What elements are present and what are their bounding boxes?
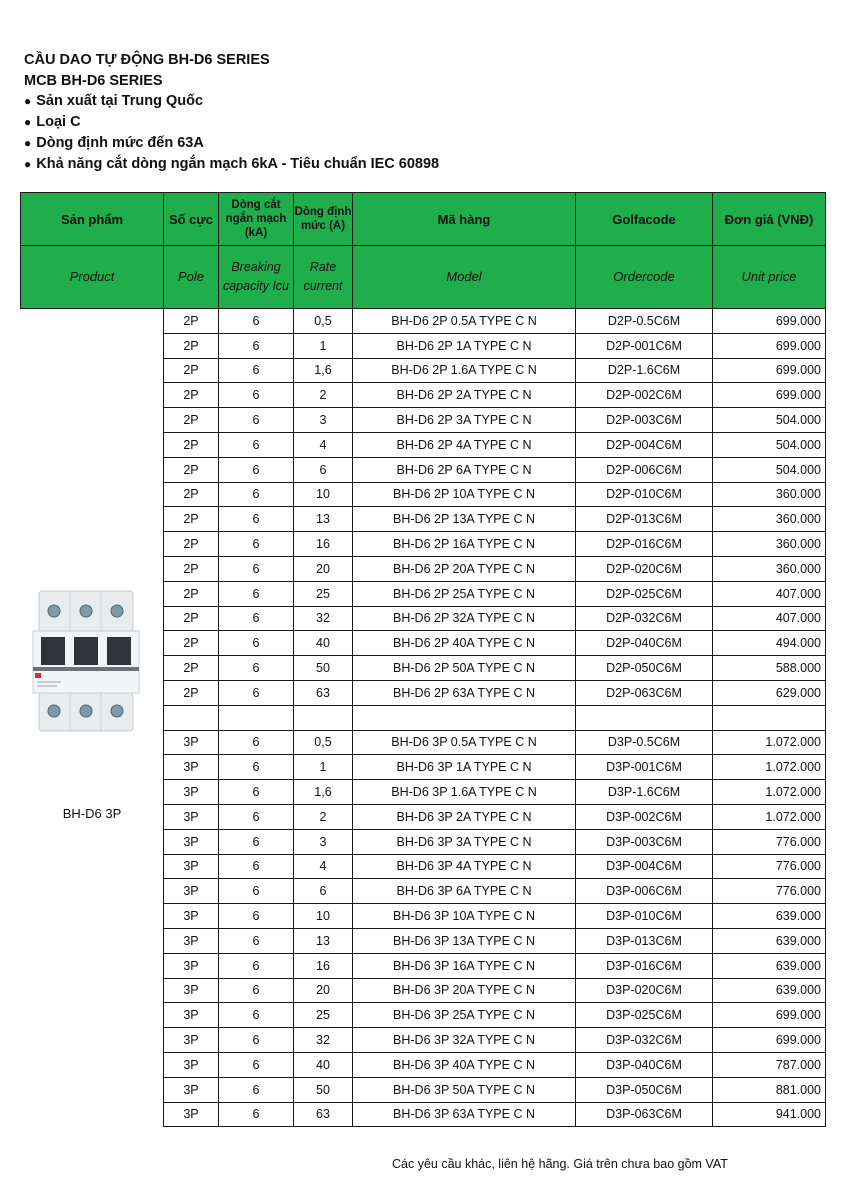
cell-model: BH-D6 2P 32A TYPE C N xyxy=(353,606,576,631)
cell-icu: 6 xyxy=(219,1028,294,1053)
cell-icu: 6 xyxy=(219,879,294,904)
cell-pole: 2P xyxy=(164,556,219,581)
cell-pole: 3P xyxy=(164,1003,219,1028)
cell-price: 360.000 xyxy=(713,482,826,507)
cell-pole: 3P xyxy=(164,879,219,904)
cell-ordercode: D3P-040C6M xyxy=(576,1052,713,1077)
cell-rated: 63 xyxy=(294,1102,353,1127)
bullet-origin: ● Sản xuất tại Trung Quốc xyxy=(24,91,439,112)
cell-ordercode: D3P-001C6M xyxy=(576,755,713,780)
cell-pole: 2P xyxy=(164,358,219,383)
cell-model: BH-D6 2P 50A TYPE C N xyxy=(353,656,576,681)
cell-rated: 4 xyxy=(294,854,353,879)
cell-rated: 50 xyxy=(294,656,353,681)
cell-icu: 6 xyxy=(219,804,294,829)
cell-rated: 20 xyxy=(294,978,353,1003)
cell-ordercode: D2P-004C6M xyxy=(576,432,713,457)
cell-pole xyxy=(164,705,219,730)
cell-model: BH-D6 2P 63A TYPE C N xyxy=(353,680,576,705)
cell-price xyxy=(713,705,826,730)
header-row-vi xyxy=(21,193,826,246)
cell-model: BH-D6 2P 40A TYPE C N xyxy=(353,631,576,656)
cell-ordercode: D2P-002C6M xyxy=(576,383,713,408)
header-rated-vi: Dòng định mức (A) xyxy=(294,193,353,246)
cell-model: BH-D6 2P 1.6A TYPE C N xyxy=(353,358,576,383)
cell-icu: 6 xyxy=(219,383,294,408)
cell-icu: 6 xyxy=(219,829,294,854)
cell-model xyxy=(353,705,576,730)
cell-pole: 2P xyxy=(164,408,219,433)
cell-icu xyxy=(219,705,294,730)
cell-price: 699.000 xyxy=(713,1028,826,1053)
product-cell xyxy=(21,309,164,1127)
cell-icu: 6 xyxy=(219,457,294,482)
cell-model: BH-D6 2P 2A TYPE C N xyxy=(353,383,576,408)
table-row xyxy=(21,309,826,334)
cell-price: 699.000 xyxy=(713,383,826,408)
cell-rated: 3 xyxy=(294,829,353,854)
cell-rated: 1,6 xyxy=(294,780,353,805)
intro-block xyxy=(24,50,439,174)
header-ordercode-vi: Golfacode xyxy=(576,193,713,246)
cell-rated: 13 xyxy=(294,928,353,953)
header-model-en: Model xyxy=(353,246,576,309)
cell-ordercode: D3P-013C6M xyxy=(576,928,713,953)
cell-price: 1.072.000 xyxy=(713,755,826,780)
cell-icu: 6 xyxy=(219,978,294,1003)
cell-model: BH-D6 3P 25A TYPE C N xyxy=(353,1003,576,1028)
cell-model: BH-D6 2P 13A TYPE C N xyxy=(353,507,576,532)
cell-ordercode xyxy=(576,705,713,730)
cell-price: 776.000 xyxy=(713,879,826,904)
cell-price: 699.000 xyxy=(713,309,826,334)
cell-icu: 6 xyxy=(219,606,294,631)
cell-model: BH-D6 2P 4A TYPE C N xyxy=(353,432,576,457)
cell-model: BH-D6 3P 4A TYPE C N xyxy=(353,854,576,879)
cell-rated: 10 xyxy=(294,482,353,507)
cell-price: 494.000 xyxy=(713,631,826,656)
page-subtitle: MCB BH-D6 SERIES xyxy=(24,72,163,89)
cell-pole: 3P xyxy=(164,730,219,755)
cell-ordercode: D3P-0.5C6M xyxy=(576,730,713,755)
cell-price: 360.000 xyxy=(713,532,826,557)
cell-pole: 3P xyxy=(164,1052,219,1077)
cell-pole: 2P xyxy=(164,606,219,631)
cell-price: 407.000 xyxy=(713,581,826,606)
cell-pole: 3P xyxy=(164,904,219,929)
cell-pole: 3P xyxy=(164,1028,219,1053)
cell-pole: 2P xyxy=(164,309,219,334)
cell-icu: 6 xyxy=(219,532,294,557)
cell-price: 639.000 xyxy=(713,904,826,929)
cell-ordercode: D2P-032C6M xyxy=(576,606,713,631)
cell-rated: 32 xyxy=(294,606,353,631)
header-pole-vi: Số cực xyxy=(164,193,219,246)
cell-ordercode: D2P-010C6M xyxy=(576,482,713,507)
cell-rated: 1,6 xyxy=(294,358,353,383)
cell-icu: 6 xyxy=(219,581,294,606)
cell-ordercode: D2P-003C6M xyxy=(576,408,713,433)
cell-rated: 20 xyxy=(294,556,353,581)
cell-rated: 1 xyxy=(294,755,353,780)
cell-pole: 3P xyxy=(164,780,219,805)
cell-ordercode: D3P-020C6M xyxy=(576,978,713,1003)
cell-pole: 2P xyxy=(164,680,219,705)
cell-icu: 6 xyxy=(219,656,294,681)
cell-model: BH-D6 2P 16A TYPE C N xyxy=(353,532,576,557)
cell-model: BH-D6 2P 25A TYPE C N xyxy=(353,581,576,606)
cell-pole: 2P xyxy=(164,507,219,532)
cell-ordercode: D2P-050C6M xyxy=(576,656,713,681)
cell-price: 699.000 xyxy=(713,1003,826,1028)
header-price-en: Unit price xyxy=(713,246,826,309)
header-product-en: Product xyxy=(21,246,164,309)
cell-model: BH-D6 3P 10A TYPE C N xyxy=(353,904,576,929)
cell-price: 639.000 xyxy=(713,978,826,1003)
cell-icu: 6 xyxy=(219,953,294,978)
cell-ordercode: D3P-003C6M xyxy=(576,829,713,854)
cell-price: 504.000 xyxy=(713,457,826,482)
cell-pole: 3P xyxy=(164,928,219,953)
cell-icu: 6 xyxy=(219,1077,294,1102)
cell-rated: 4 xyxy=(294,432,353,457)
cell-pole: 3P xyxy=(164,854,219,879)
cell-price: 360.000 xyxy=(713,556,826,581)
cell-pole: 3P xyxy=(164,829,219,854)
cell-icu: 6 xyxy=(219,904,294,929)
cell-ordercode: D3P-016C6M xyxy=(576,953,713,978)
cell-icu: 6 xyxy=(219,556,294,581)
header-ordercode-en: Ordercode xyxy=(576,246,713,309)
cell-price: 504.000 xyxy=(713,408,826,433)
cell-rated: 40 xyxy=(294,1052,353,1077)
cell-icu: 6 xyxy=(219,408,294,433)
bullet-rated-current: ● Dòng định mức đến 63A xyxy=(24,133,439,154)
cell-icu: 6 xyxy=(219,928,294,953)
cell-rated: 16 xyxy=(294,953,353,978)
cell-ordercode: D3P-002C6M xyxy=(576,804,713,829)
cell-rated: 10 xyxy=(294,904,353,929)
cell-pole: 2P xyxy=(164,432,219,457)
cell-pole: 2P xyxy=(164,581,219,606)
cell-icu: 6 xyxy=(219,309,294,334)
cell-model: BH-D6 2P 0.5A TYPE C N xyxy=(353,309,576,334)
cell-pole: 3P xyxy=(164,953,219,978)
header-row-en xyxy=(21,246,826,309)
cell-price: 1.072.000 xyxy=(713,804,826,829)
cell-ordercode: D2P-001C6M xyxy=(576,333,713,358)
cell-price: 629.000 xyxy=(713,680,826,705)
cell-ordercode: D3P-050C6M xyxy=(576,1077,713,1102)
cell-pole: 3P xyxy=(164,755,219,780)
cell-rated: 6 xyxy=(294,879,353,904)
cell-price: 881.000 xyxy=(713,1077,826,1102)
page-title: CẦU DAO TỰ ĐỘNG BH-D6 SERIES xyxy=(24,52,270,68)
cell-pole: 2P xyxy=(164,383,219,408)
cell-pole: 3P xyxy=(164,978,219,1003)
cell-ordercode: D2P-006C6M xyxy=(576,457,713,482)
cell-rated: 13 xyxy=(294,507,353,532)
cell-pole: 3P xyxy=(164,804,219,829)
cell-icu: 6 xyxy=(219,482,294,507)
cell-rated: 63 xyxy=(294,680,353,705)
cell-icu: 6 xyxy=(219,631,294,656)
cell-icu: 6 xyxy=(219,507,294,532)
cell-ordercode: D2P-016C6M xyxy=(576,532,713,557)
cell-rated: 2 xyxy=(294,804,353,829)
cell-icu: 6 xyxy=(219,333,294,358)
cell-ordercode: D3P-010C6M xyxy=(576,904,713,929)
header-breaking-en: Breaking capacity Icu xyxy=(219,246,294,309)
cell-price: 787.000 xyxy=(713,1052,826,1077)
mcb-3-pole-breaker-image xyxy=(31,587,141,737)
cell-price: 1.072.000 xyxy=(713,730,826,755)
cell-model: BH-D6 3P 6A TYPE C N xyxy=(353,879,576,904)
table-body xyxy=(21,309,826,1127)
product-label: BH-D6 3P xyxy=(62,806,122,821)
price-table xyxy=(20,192,826,1127)
cell-icu: 6 xyxy=(219,358,294,383)
cell-pole: 2P xyxy=(164,631,219,656)
cell-price: 776.000 xyxy=(713,829,826,854)
cell-icu: 6 xyxy=(219,680,294,705)
header-price-vi: Đơn giá (VNĐ) xyxy=(713,193,826,246)
cell-pole: 2P xyxy=(164,532,219,557)
header-breaking-vi: Dòng cắt ngắn mạch (kA) xyxy=(219,193,294,246)
cell-ordercode: D2P-063C6M xyxy=(576,680,713,705)
cell-rated: 50 xyxy=(294,1077,353,1102)
bullet-breaking-capacity: ● Khả năng cắt dòng ngắn mạch 6kA - Tiêu chuẩn IEC 60898 xyxy=(24,154,439,175)
cell-model: BH-D6 3P 63A TYPE C N xyxy=(353,1102,576,1127)
cell-icu: 6 xyxy=(219,755,294,780)
cell-model: BH-D6 3P 50A TYPE C N xyxy=(353,1077,576,1102)
cell-rated: 25 xyxy=(294,1003,353,1028)
cell-ordercode: D2P-013C6M xyxy=(576,507,713,532)
cell-pole: 2P xyxy=(164,656,219,681)
cell-model: BH-D6 3P 2A TYPE C N xyxy=(353,804,576,829)
cell-ordercode: D3P-025C6M xyxy=(576,1003,713,1028)
cell-price: 407.000 xyxy=(713,606,826,631)
cell-model: BH-D6 3P 1.6A TYPE C N xyxy=(353,780,576,805)
cell-rated: 3 xyxy=(294,408,353,433)
cell-rated: 25 xyxy=(294,581,353,606)
cell-icu: 6 xyxy=(219,1102,294,1127)
cell-pole: 2P xyxy=(164,333,219,358)
cell-ordercode: D3P-1.6C6M xyxy=(576,780,713,805)
cell-model: BH-D6 3P 3A TYPE C N xyxy=(353,829,576,854)
cell-price: 1.072.000 xyxy=(713,780,826,805)
cell-icu: 6 xyxy=(219,432,294,457)
cell-rated: 40 xyxy=(294,631,353,656)
cell-price: 639.000 xyxy=(713,953,826,978)
cell-ordercode: D2P-1.6C6M xyxy=(576,358,713,383)
cell-model: BH-D6 3P 0.5A TYPE C N xyxy=(353,730,576,755)
header-pole-en: Pole xyxy=(164,246,219,309)
cell-ordercode: D2P-020C6M xyxy=(576,556,713,581)
cell-icu: 6 xyxy=(219,730,294,755)
cell-icu: 6 xyxy=(219,854,294,879)
footer-note: Các yêu cầu khác, liên hệ hãng. Giá trên chưa bao gồm VAT xyxy=(392,1157,728,1171)
cell-pole: 2P xyxy=(164,457,219,482)
cell-price: 699.000 xyxy=(713,333,826,358)
cell-rated: 0,5 xyxy=(294,309,353,334)
cell-ordercode: D2P-0.5C6M xyxy=(576,309,713,334)
bullet-type: ● Loại C xyxy=(24,112,439,133)
cell-model: BH-D6 2P 1A TYPE C N xyxy=(353,333,576,358)
cell-rated: 1 xyxy=(294,333,353,358)
cell-model: BH-D6 2P 3A TYPE C N xyxy=(353,408,576,433)
cell-model: BH-D6 3P 13A TYPE C N xyxy=(353,928,576,953)
cell-rated: 0,5 xyxy=(294,730,353,755)
header-rated-en: Rate current xyxy=(294,246,353,309)
cell-rated: 6 xyxy=(294,457,353,482)
cell-rated xyxy=(294,705,353,730)
cell-model: BH-D6 2P 20A TYPE C N xyxy=(353,556,576,581)
cell-ordercode: D2P-025C6M xyxy=(576,581,713,606)
cell-ordercode: D3P-006C6M xyxy=(576,879,713,904)
cell-price: 504.000 xyxy=(713,432,826,457)
cell-price: 699.000 xyxy=(713,358,826,383)
cell-rated: 16 xyxy=(294,532,353,557)
header-product-vi: Sản phẩm xyxy=(21,193,164,246)
cell-price: 776.000 xyxy=(713,854,826,879)
cell-model: BH-D6 3P 40A TYPE C N xyxy=(353,1052,576,1077)
cell-model: BH-D6 3P 16A TYPE C N xyxy=(353,953,576,978)
cell-model: BH-D6 2P 10A TYPE C N xyxy=(353,482,576,507)
cell-model: BH-D6 3P 20A TYPE C N xyxy=(353,978,576,1003)
cell-price: 588.000 xyxy=(713,656,826,681)
cell-model: BH-D6 3P 1A TYPE C N xyxy=(353,755,576,780)
cell-icu: 6 xyxy=(219,1052,294,1077)
cell-ordercode: D2P-040C6M xyxy=(576,631,713,656)
cell-model: BH-D6 2P 6A TYPE C N xyxy=(353,457,576,482)
cell-ordercode: D3P-063C6M xyxy=(576,1102,713,1127)
cell-rated: 32 xyxy=(294,1028,353,1053)
cell-ordercode: D3P-004C6M xyxy=(576,854,713,879)
cell-price: 639.000 xyxy=(713,928,826,953)
cell-model: BH-D6 3P 32A TYPE C N xyxy=(353,1028,576,1053)
cell-ordercode: D3P-032C6M xyxy=(576,1028,713,1053)
cell-pole: 3P xyxy=(164,1102,219,1127)
cell-pole: 3P xyxy=(164,1077,219,1102)
cell-rated: 2 xyxy=(294,383,353,408)
cell-price: 941.000 xyxy=(713,1102,826,1127)
cell-price: 360.000 xyxy=(713,507,826,532)
cell-icu: 6 xyxy=(219,780,294,805)
cell-icu: 6 xyxy=(219,1003,294,1028)
header-model-vi: Mã hàng xyxy=(353,193,576,246)
cell-pole: 2P xyxy=(164,482,219,507)
